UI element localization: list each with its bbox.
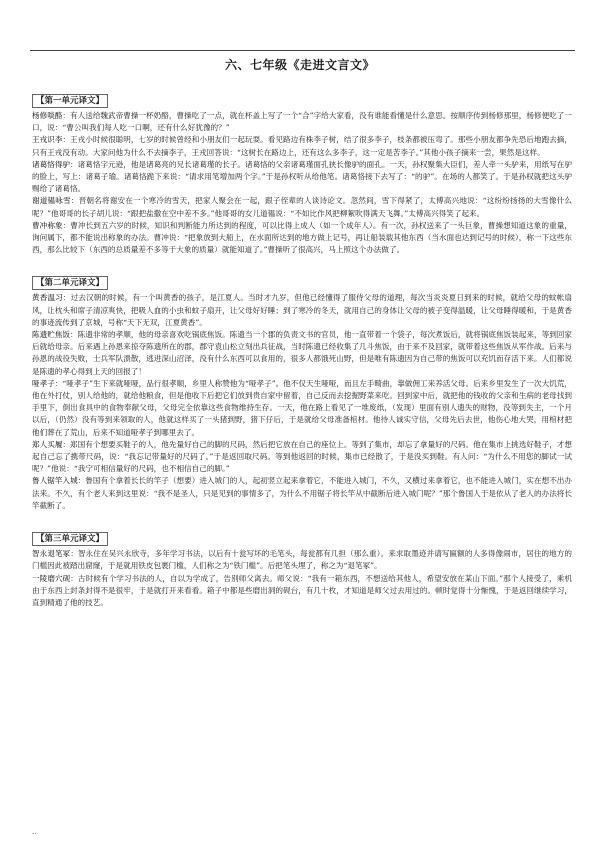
paragraph bbox=[32, 439, 572, 476]
story-title: 曹冲称象 bbox=[32, 220, 63, 230]
paragraph bbox=[32, 475, 572, 512]
story-text: ：王戎小时候很聪明，七岁的时候曾经和小朋友们一起玩耍。看见路边有株李子树，结了很多李子，枝条都被压弯了。那些小朋友都争先恐后地跑去摘，只有王戎没有动。大家问他为什么不去摘李子，王戎回答说：“这树长在路边上，还有这么多李子，这一定是苦李子。”其他小孩子摘来一尝，果然是这样。 bbox=[32, 135, 573, 157]
paragraph bbox=[32, 110, 572, 134]
story-title: 黄香温习 bbox=[32, 293, 63, 303]
unit-2-section bbox=[32, 270, 572, 512]
unit-1-section bbox=[32, 88, 572, 256]
story-title: 一陵磨穴砚 bbox=[32, 573, 71, 583]
footer-mark: .. bbox=[32, 828, 37, 836]
document-body bbox=[32, 88, 572, 623]
paragraph bbox=[32, 159, 572, 196]
story-text: ：陈遗非常的孝顺，他的母亲喜欢吃锅底焦饭。陈遗当一个郡的负责文书的官员，他一直带着一个袋子，每次煮饭后，就将锅底焦饭装起来，等到回家后就给母亲。后来遇上孙恩来掠夺陈遗所在的郡，郡守袁山松立刻出兵征战，当时陈遗已经收集了几斗焦饭，由于来不及回家，就带着这些焦饭从军作战。后来与孙恩的战役失败，士兵军队溃散，逃进深山沼泽，没有什么东西可以食用的，很多人都饿死山野，但是唯有陈遗因为自己带的焦饭可以充饥而存活下来。人们都说是陈遗的孝心得到上天的回报了！ bbox=[32, 330, 572, 376]
story-text: ：智永住在吴兴永欣寺，多年学习书法，以后有十瓮写坏的毛笔头，每瓮都有几担（那么重）。来求取墨迹并请写匾额的人多得像闹市，居住的地方的门槛因此被踏出窟窿，于是就用铁皮包裹门槛，人们称之为“铁门槛”。后把笔头埋了，称之为“退笔冢”。 bbox=[32, 549, 573, 571]
paragraph bbox=[32, 573, 572, 610]
header-rule bbox=[30, 50, 575, 51]
story-title: 陈遗贮焦饭 bbox=[32, 330, 71, 340]
story-title: 谢道韫咏雪 bbox=[32, 196, 71, 206]
story-text: ：曹冲长到五六岁的时候，知识和判断能力所达到的程度，可以比得上成人（如一个成年人）。有一次，孙权送来了一头巨象，曹操想知道这象的重量，询问属下，都不能说出称象的办法。曹冲说：“把象放到大船上，在水面所达到的地方做上记号，再让船装载其他东西（当水面也达到记号的时候），称一下这些东西，那么比较下（东西的总质量差不多等于大象的质量）就能知道了。”曹操听了很高兴，马上照这个办法做了。 bbox=[32, 220, 572, 255]
unit-2-header: 【第二单元译文】 bbox=[32, 276, 108, 290]
story-text: ：诸葛恪字元逊，他是诸葛亮的兄长诸葛瑾的长子。诸葛恪的父亲诸葛瑾面孔狭长像驴的面孔。一天，孙权聚集大臣们，差人牵一头驴来，用纸写在驴的脸上，写上：诸葛子瑜。诸葛恪跪下来说：“请求用笔增加两个字。”于是孙权听从给他笔。诸葛恪接下去写了：“的驴”。在场的人都笑了。于是孙权就把这头驴赐给了诸葛恪。 bbox=[32, 159, 572, 194]
paragraph bbox=[32, 378, 572, 439]
story-title: 郑人买履 bbox=[32, 439, 63, 449]
story-text: ：“哑孝子”生下来就哑哑，品行很孝顺，乡里人称赞他为“哑孝子”。他不仅天生哑哑，而且左手畸曲，靠做佣工来养活父母。后来乡里发生了一次大饥荒，他在外打仗，别人给他的，就给他粮食，但是他收下后把它们放到贵自家中留着，自己反而去挖掘野菜来吃。回到家中后，就把他的钱收的父亲和生病的老母找到手里下，倒出食具中的食物奉献父母，父母完全依靠这些食物维持生存。一天，他在路上看见了一堆废纸，（发现）里面有别人遗失的财物，没等到失主，一个月以后，（仍然）没有等到来领取的人，他就这样买了一头猪到野，猪下仔后，于是就给父母准备棺材。他待人诚实守信，父母先后去世，他伤心地大哭，用棺材把他们葬在了荒山，后来不知道哑孝子到哪里去了。 bbox=[32, 378, 572, 437]
story-text: ：鲁国有个拿着长长的竿子（想要）进入城门的人，起初竖立起来拿着它，不能进入城门，不久，又横过来拿着它，也不能进入城门，实在想不出办法来。不久，有个老人来到这里说：“我不是圣人，只是见到的事情多了，为什么不用锯子将长竿从中截断后进入城门呢？”那个鲁国人于是依从了老人的办法将长竿截断了。 bbox=[32, 476, 572, 510]
story-text: ：郑国有个想要买鞋子的人，他先量好自己的脚的尺码，然后把它放在自己的座位上。等到了集市，却忘了拿量好的尺码。他在集市上挑选好鞋子，才想起自己忘了携带尺码，说：“我忘记带量好的尺码了。”于是返回取尺码。等到他返回的时候，集市已经散了，于是没买到鞋。有人问：“为什么不用您的脚试一试呢？”他说：“我宁可相信量好的尺码，也不相信自己的脚。” bbox=[32, 439, 573, 474]
unit-3-section bbox=[32, 526, 572, 609]
document-title: 六、七年级《走进文言文》 bbox=[224, 58, 375, 72]
story-text: ：有人送给魏武帝曹操一杯奶酪，曹操吃了一点，就在杯盖上写了一个“合”字给大家看，没有谁能看懂是什么意思。按顺序传到杨修那里，杨修便吃了一口，说：“曹公叫我们每人吃一口啊，还有什么好犹豫的？” bbox=[32, 111, 572, 133]
story-title: 诸葛恪得驴 bbox=[32, 159, 71, 169]
story-title: 智永退笔冢 bbox=[32, 549, 71, 559]
paragraph bbox=[32, 292, 572, 329]
story-title: 王戎识李 bbox=[32, 135, 63, 145]
story-text: ：古时候有个学习书法的人，自以为学成了，告别师父离去。师父说：“我有一箱东西，不想送给其他人，希望安放在某山下面。”那个人接受了，乘机由于东西上封条封得不是很牢，于是就打开来看看。箱子中都是些磨出洞的砚台，有几十枚，才知道是师父过去用过的。顿时觉得十分惭愧，于是返回继续学习，直到精通了他的技艺。 bbox=[32, 573, 573, 607]
story-text: ：晋朝名将谢安在一个寒冷的雪天，把家人聚会在一起，跟子侄辈的人谈诗论文。忽然间，雪下得紧了，太傅高兴地说：“这纷纷扬扬的大雪像什么呢？”他哥哥的长子胡儿说：“跟把盐撒在空中差不多。”他哥哥的女儿道韫说：“不如比作风把柳絮吹得满天飞舞。”太傅高兴得笑了起来。 bbox=[32, 196, 573, 218]
paragraph bbox=[32, 548, 572, 572]
paragraph bbox=[32, 329, 572, 378]
paragraph bbox=[32, 220, 572, 257]
unit-3-header: 【第三单元译文】 bbox=[32, 532, 108, 546]
paragraph bbox=[32, 195, 572, 219]
story-title: 杨修啖酪 bbox=[32, 111, 63, 120]
story-text: ：过去汉朝的时候，有一个叫黄香的孩子，是江夏人。当时才九岁，但他已经懂得了服侍父母的道理，每次当炎炎夏日到来的时候，就给父母的蚊帐扇风，让枕头和席子清凉爽快，把吸人血的小虫和蚊子扇开，让父母好好睡；到了寒冷的冬天，就用自己的身体让父母的被子变得温暖，让父母睡得暖和，于是黄香的事迹流传到了京城，号称“天下无双，江夏黄香”。 bbox=[32, 293, 573, 327]
unit-1-header: 【第一单元译文】 bbox=[32, 94, 108, 108]
story-title: 鲁人锯竿入城 bbox=[32, 476, 78, 486]
story-title: 哑孝子 bbox=[32, 378, 55, 388]
paragraph bbox=[32, 134, 572, 158]
